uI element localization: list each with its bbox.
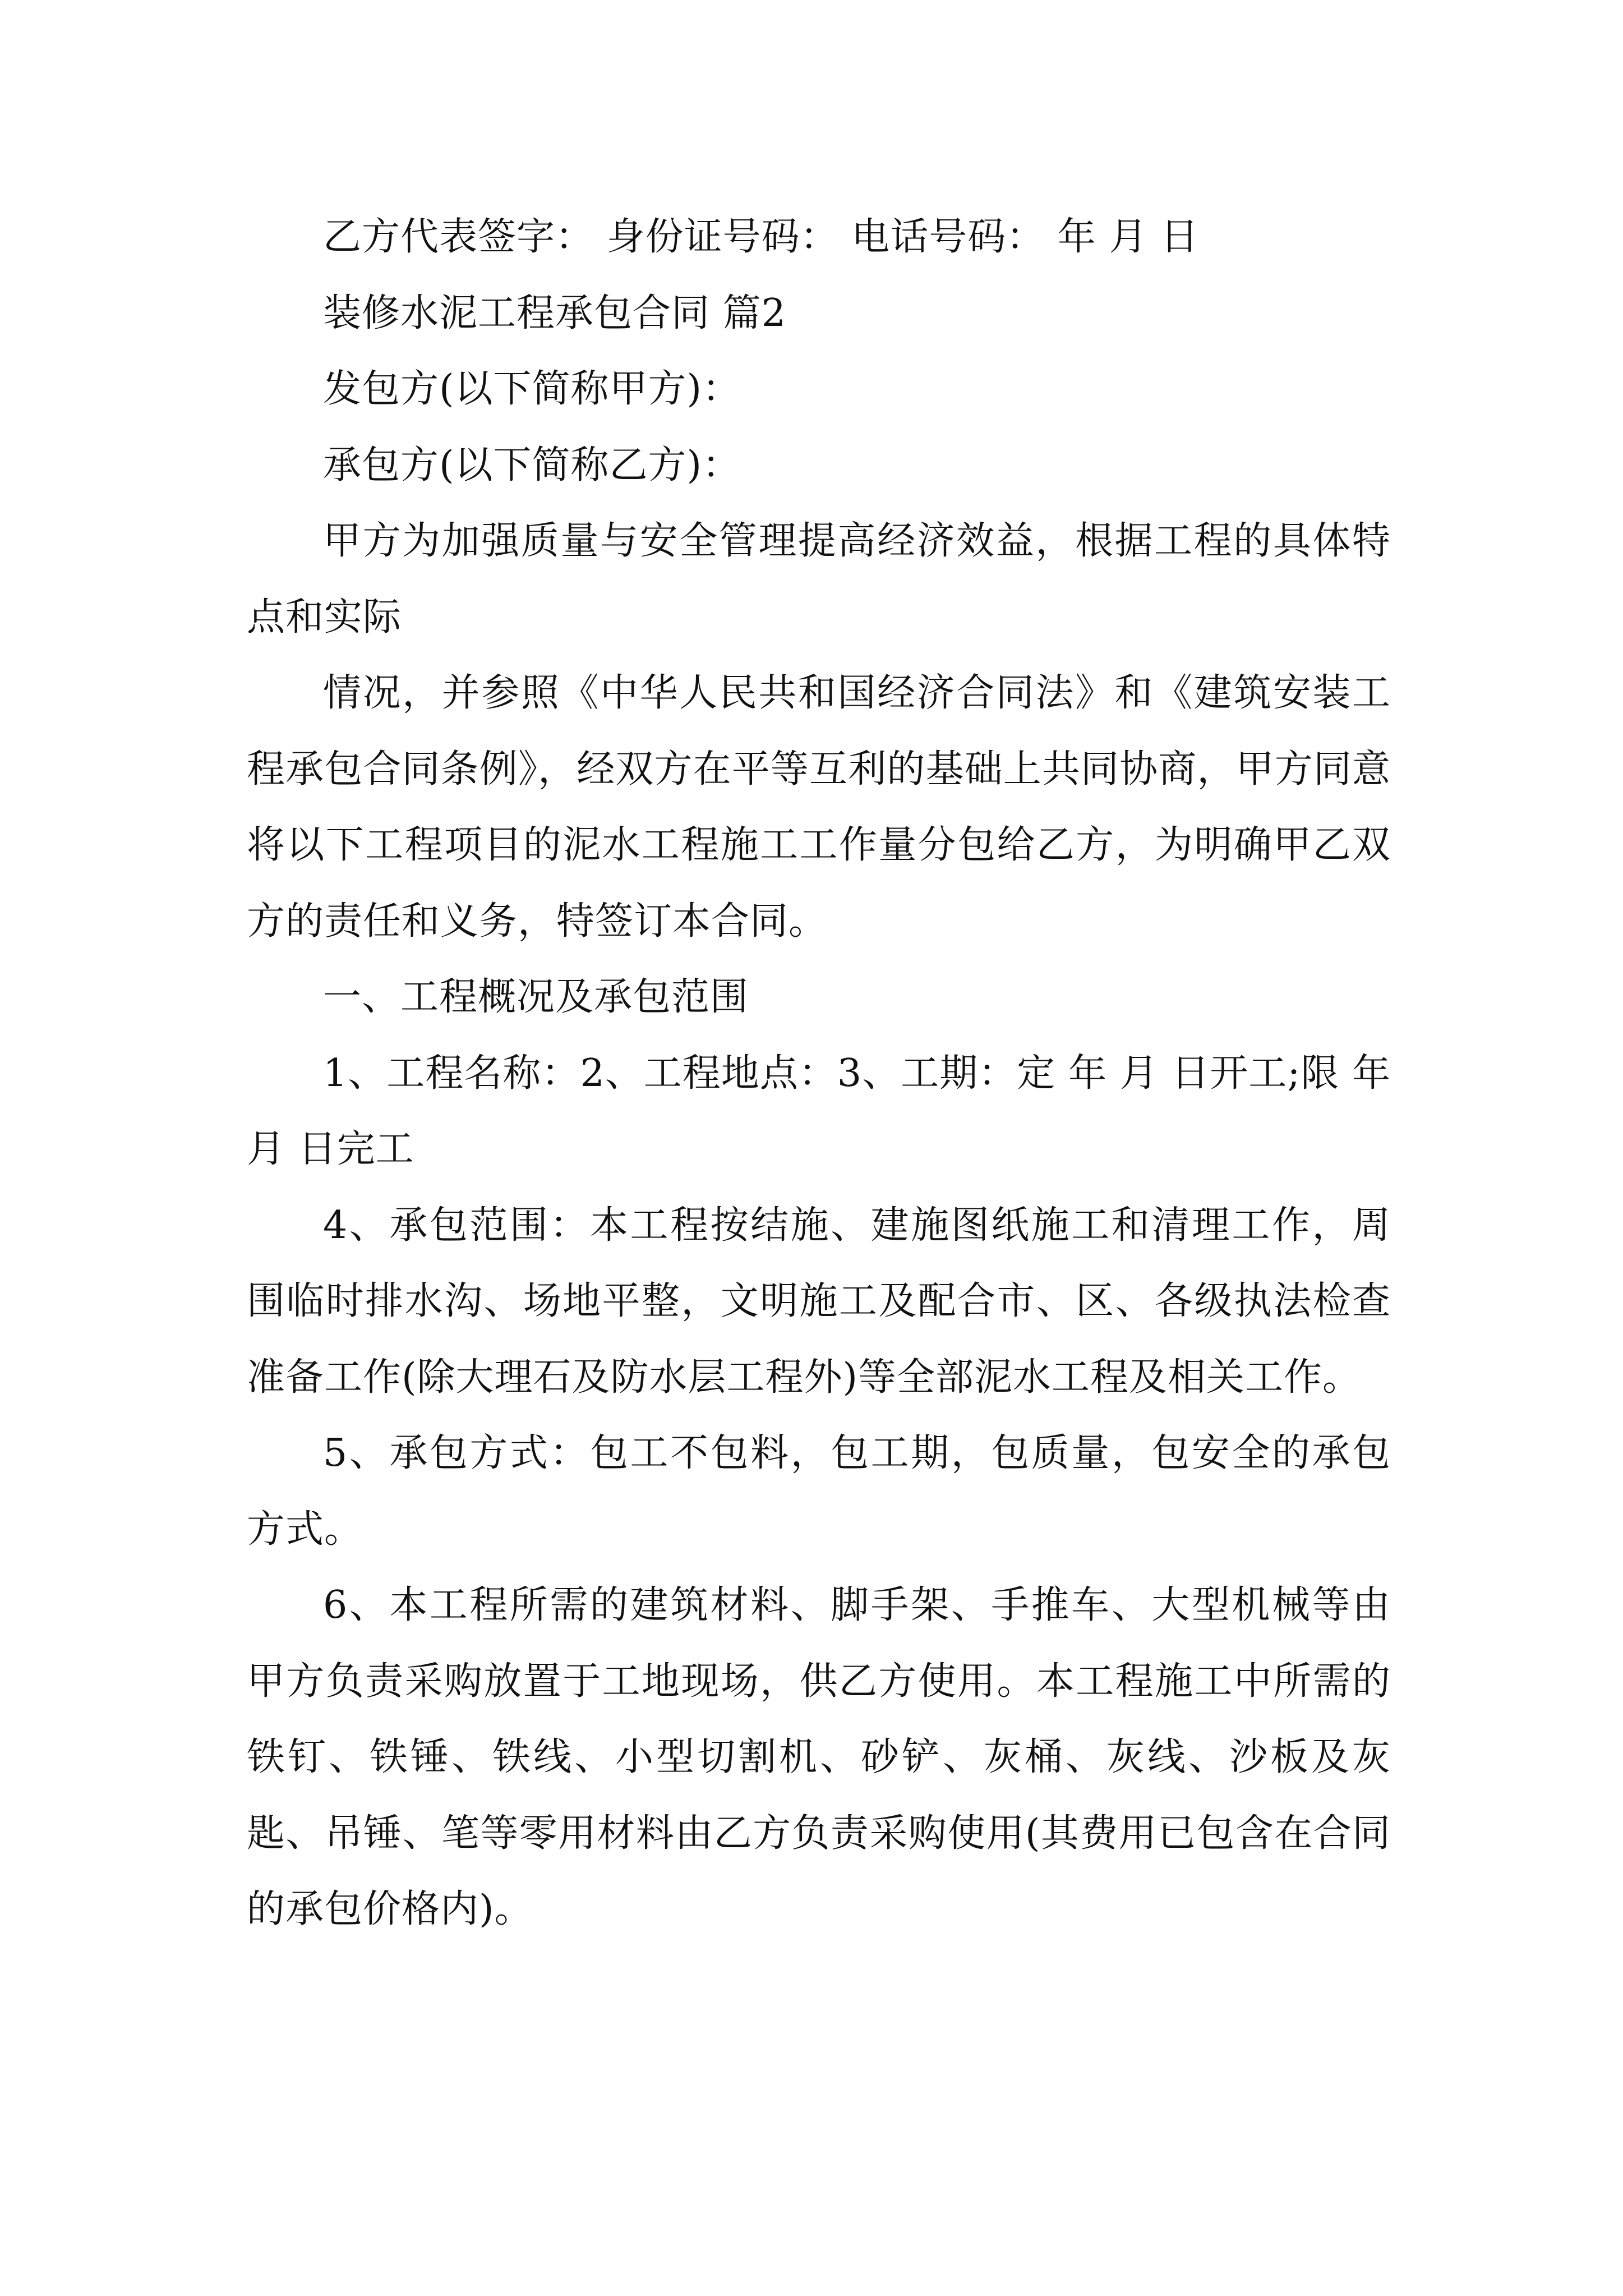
paragraph-contract-title: 装修水泥工程承包合同 篇2 — [323, 291, 786, 335]
clause-1-3: 1、工程名称：2、工程地点：3、工期：定 年 月 日开工;限 年 月 日完工 — [247, 1051, 1391, 1171]
clause-5: 5、承包方式：包工不包料，包工期，包质量，包安全的承包方式。 — [247, 1431, 1391, 1552]
paragraph-signature-line: 乙方代表签字： 身份证号码： 电话号码： 年 月 日 — [323, 215, 1200, 259]
document-body — [247, 199, 1391, 1948]
paragraph-purpose: 甲方为加强质量与安全管理提高经济效益，根据工程的具体特点和实际 — [247, 519, 1391, 639]
section-heading-overview: 一、工程概况及承包范围 — [323, 975, 749, 1019]
paragraph-party-b: 承包方(以下简称乙方)： — [323, 443, 741, 487]
paragraph-party-a: 发包方(以下简称甲方)： — [323, 367, 741, 411]
paragraph-basis: 情况，并参照《中华人民共和国经济合同法》和《建筑安装工程承包合同条例》，经双方在平等互利的基础上共同协商，甲方同意将以下工程项目的泥水工程施工工作量分包给乙方，为明确甲乙双方的责任和义务，特签订本合同。 — [247, 671, 1391, 944]
clause-6: 6、本工程所需的建筑材料、脚手架、手推车、大型机械等由甲方负责采购放置于工地现场，供乙方使用。本工程施工中所需的铁钉、铁锤、铁线、小型切割机、砂铲、灰桶、灰线、沙板及灰匙、吊锤、笔等零用材料由乙方负责采购使用(其费用已包含在合同的承包价格内)。 — [247, 1583, 1391, 1931]
clause-4: 4、承包范围：本工程按结施、建施图纸施工和清理工作，周围临时排水沟、场地平整，文明施工及配合市、区、各级执法检查准备工作(除大理石及防水层工程外)等全部泥水工程及相关工作。 — [247, 1203, 1391, 1400]
